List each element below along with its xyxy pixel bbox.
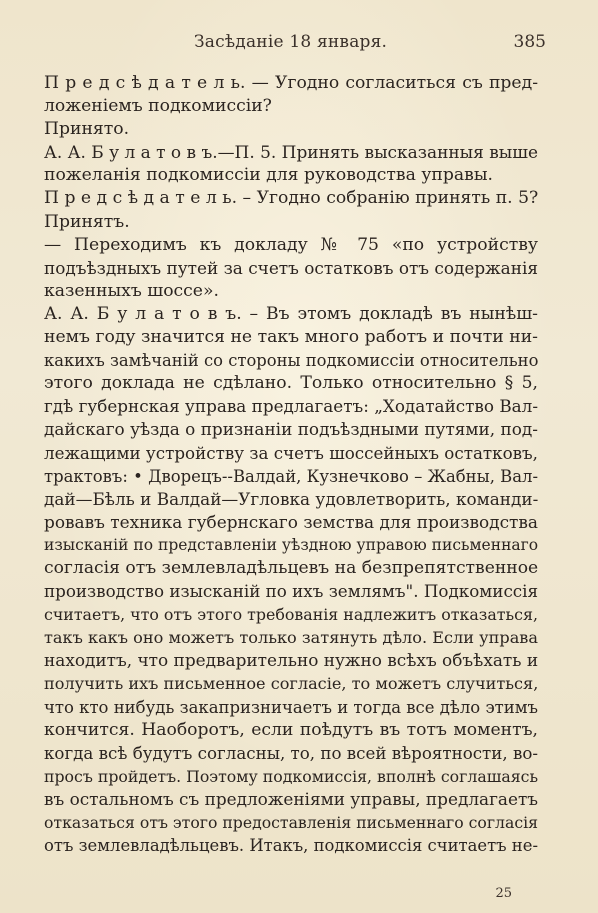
running-title: Засѣданіе 18 января. xyxy=(194,32,388,52)
text-line: трактовъ: • Дворецъ--Валдай, Кузнечково – Жабны, Вал- xyxy=(44,466,538,486)
text-line: Принято. xyxy=(44,119,130,140)
text-line: считаетъ, что отъ этого требованія надлежитъ отказаться, xyxy=(44,605,538,625)
page-header xyxy=(0,30,598,54)
page-number: 385 xyxy=(513,32,546,52)
text-line: ровавъ техника губернскаго земства для производства xyxy=(44,511,538,532)
text-line: получить ихъ письменное согласіе, то можетъ случиться, xyxy=(44,674,538,694)
text-line: А. А. Б у л а т о в ъ.—П. 5. Принять высказанныя выше xyxy=(44,142,538,163)
text-line: этого доклада не сдѣлано. Только относительно § 5, xyxy=(44,373,538,394)
text-line: когда всѣ будутъ согласны, то, по всей вѣроятности, во- xyxy=(44,743,538,763)
text-line: — Переходимъ къ докладу № 75 «по устройству xyxy=(44,234,538,255)
text-line: немъ году значится не такъ много работъ и почти ни- xyxy=(44,327,538,348)
text-line: находитъ, что предварительно нужно всѣхъ объѣхать и xyxy=(44,650,538,671)
signature-mark: 25 xyxy=(495,886,512,901)
text-line: дай—Бѣль и Валдай—Угловка удовлетворить, команди- xyxy=(44,488,538,509)
text-line: пожеланія подкомиссіи для руководства управы. xyxy=(44,165,493,186)
text-line: отъ землевладѣльцевъ. Итакъ, подкомиссія считаетъ не- xyxy=(44,836,538,856)
text-line: просъ пройдетъ. Поэтому подкомиссія, вполнѣ соглашаясь xyxy=(44,766,538,786)
text-line: гдѣ губернская управа предлагаетъ: „Ходатайство Вал- xyxy=(44,396,538,417)
body-text xyxy=(44,72,538,857)
text-line: П р е д с ѣ д а т е л ь. – Угодно собранію принять п. 5? xyxy=(44,188,538,209)
text-line: отказаться отъ этого предоставленія письменнаго согласія xyxy=(44,813,538,832)
text-line: въ остальномъ съ предложеніями управы, предлагаетъ xyxy=(44,788,538,809)
text-line: производство изысканій по ихъ землямъ". Подкомиссія xyxy=(44,581,538,602)
text-line: П р е д с ѣ д а т е л ь. — Угодно согласиться съ пред- xyxy=(44,73,538,93)
text-line: кончится. Наоборотъ, если поѣдутъ въ тотъ моментъ, xyxy=(44,719,538,740)
text-line: Принятъ. xyxy=(44,211,130,232)
text-line: дайскаго уѣзда о признаніи подъѣздными путями, под- xyxy=(44,419,538,440)
text-line: ложеніемъ подкомиссіи? xyxy=(44,96,272,117)
text-line: согласія отъ землевладѣльцевъ на безпрепятственное xyxy=(44,557,538,578)
text-line: А. А. Б у л а т о в ъ. – Въ этомъ докладѣ въ нынѣш- xyxy=(44,303,538,324)
text-line: подъѣздныхъ путей за счетъ остатковъ отъ содержанія xyxy=(44,257,538,278)
text-line: казенныхъ шоссе». xyxy=(44,280,219,301)
text-line: какихъ замѣчаній со стороны подкомиссіи относительно xyxy=(44,351,538,371)
text-line: лежащими устройству за счетъ шоссейныхъ остатковъ, xyxy=(44,442,538,463)
text-line: что кто нибудь закапризничаетъ и тогда все дѣло этимъ xyxy=(44,697,538,717)
text-line: такъ какъ оно можетъ только затянуть дѣло. Если управа xyxy=(44,628,538,648)
text-line: изысканій по представленіи уѣздною управою письменнаго xyxy=(44,535,538,554)
